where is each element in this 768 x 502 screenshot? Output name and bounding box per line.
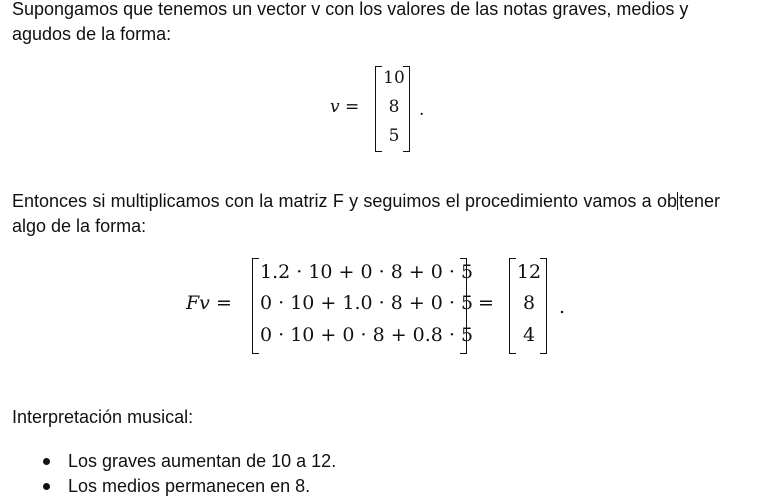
matrix-row-3: 0 · 10 + 0 · 8 + 0.8 · 5	[260, 324, 474, 346]
result-entry-3: 4	[522, 324, 536, 346]
interpretation-heading: Interpretación musical:	[12, 407, 194, 427]
procedure-text-start: Entonces si multiplicamos con la matriz F y seguimos el procedimiento vamos a ob	[12, 191, 677, 211]
vector-entry-2: 8	[388, 97, 400, 117]
procedure-text-end: tener algo de la forma:	[12, 191, 720, 236]
intro-paragraph	[12, 0, 720, 47]
result-entry-1: 12	[516, 261, 542, 283]
vector-trailing-period: .	[419, 100, 425, 120]
matrix-right-bracket	[460, 258, 467, 354]
bullet-icon	[43, 483, 50, 490]
matrix-row-2: 0 · 10 + 1.0 · 8 + 0 · 5	[260, 292, 474, 314]
intro-line-1: Supongamos que tenemos un vector v con los valores de las notas graves, medios y	[12, 0, 689, 19]
result-entry-2: 8	[522, 292, 536, 314]
list-item-text: Los medios permanecen en 8.	[68, 476, 311, 496]
equals-sign: =	[478, 292, 494, 314]
intro-line-2: agudos de la forma:	[12, 24, 172, 44]
vector-entry-1: 10	[383, 68, 405, 88]
matrix-row-1: 1.2 · 10 + 0 · 8 + 0 · 5	[260, 261, 474, 283]
list-item-text: Los graves aumentan de 10 a 12.	[68, 451, 337, 471]
vector-lhs-text: v =	[330, 97, 360, 117]
vector-lhs	[330, 97, 359, 117]
bullet-icon	[43, 458, 50, 465]
list-item	[0, 474, 336, 499]
list-item	[0, 449, 336, 474]
interpretation-list	[0, 449, 336, 499]
result-right-bracket	[540, 258, 547, 354]
product-lhs-text: Fv =	[186, 292, 232, 314]
vector-entry-3: 5	[388, 126, 400, 146]
vector-right-bracket	[403, 66, 410, 152]
product-lhs	[186, 292, 232, 314]
procedure-paragraph	[12, 189, 720, 239]
product-trailing-period: .	[559, 296, 566, 318]
matrix-left-bracket	[252, 258, 259, 354]
